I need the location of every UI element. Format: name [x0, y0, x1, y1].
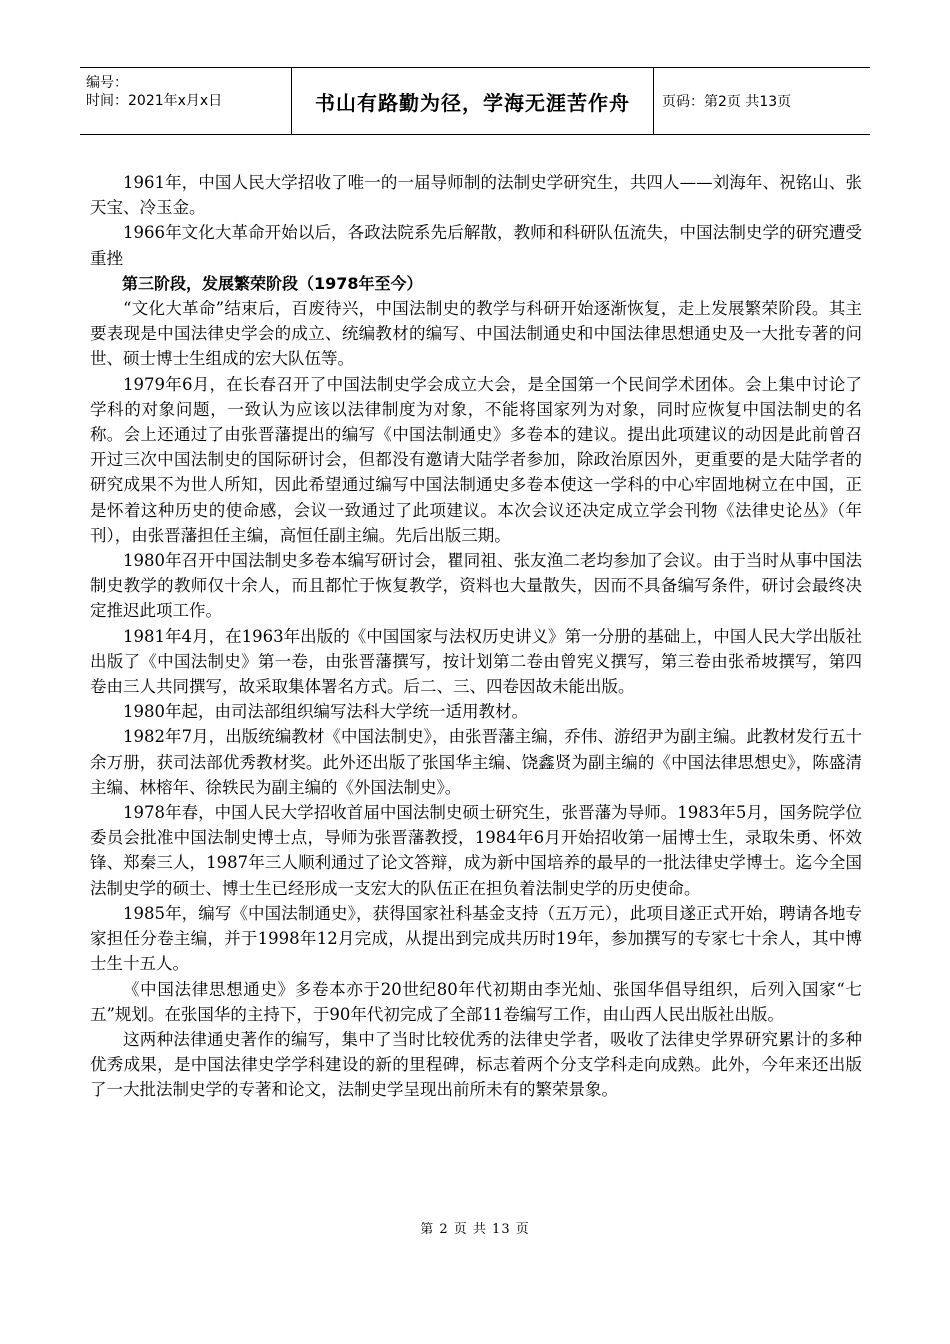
- paragraph: 1981年4月，在1963年出版的《中国国家与法权历史讲义》第一分册的基础上，中国人民大学出版社出版了《中国法制史》第一卷，由张晋藩撰写，按计划第二卷由曾宪义撰写，第三卷由张希坡撰写，第四卷由三人共同撰写，故采取集体署名方式。后二、三、四卷因故未能出版。: [90, 626, 862, 697]
- paragraph: “文化大革命”结束后，百废待兴，中国法制史的教学与科研开始逐渐恢复，走上发展繁荣阶段。其主要表现是中国法律史学会的成立、统编教材的编写、中国法制通史和中国法律思想通史及一大批专著的问世、硕士博士生组成的宏大队伍等。: [90, 299, 862, 369]
- paragraph: 1961年，中国人民大学招收了唯一的一届导师制的法制史学研究生，共四人——刘海年、祝铭山、张天宝、冷玉金。: [90, 173, 862, 218]
- paragraph: 1979年6月，在长春召开了中国法制史学会成立大会，是全国第一个民间学术团体。会上集中讨论了学科的对象问题，一致认为应该以法律制度为对象，不能将国家列为对象，同时应恢复中国法制史的名称。会上还通过了由张晋藩提出的编写《中国法制通史》多卷本的建议。提出此项建议的动因是此前曾召开过三次中国法制史的国际研讨会，但都没有邀请大陆学者参加，除政治原因外，更重要的是大陆学者的研究成果不为世人所知，因此希望通过编写中国法制通史多卷本使这一学科的中心牢固地树立在中国，正是怀着这种历史的使命感，会议一致通过了此项建议。本次会议还决定成立学会刊物《法律史论丛》（年刊），由张晋藩担任主编，高恒任副主编。先后出版三期。: [90, 374, 862, 545]
- paragraph: 1985年，编写《中国法制通史》，获得国家社科基金支持（五万元），此项目遂正式开始，聘请各地专家担任分卷主编，并于1998年12月完成，从提出到完成共历时19年，参加撰写的专家七十余人，其中博士生十五人。: [90, 903, 862, 974]
- time-label: 时间：2021年x月x日: [86, 93, 223, 109]
- paragraph: 《中国法律思想通史》多卷本亦于20世纪80年代初期由李光灿、张国华倡导组织，后列入国家“七五”规划。在张国华的主持下，于90年代初完成了全部11卷编写工作，由山西人民出版社出版。: [90, 979, 862, 1024]
- header-motto: 书山有路勤为径，学海无涯苦作舟: [292, 68, 654, 134]
- paragraph: 1966年文化大革命开始以后，各政法院系先后解散，教师和科研队伍流失，中国法制史学的研究遭受重挫: [90, 223, 862, 268]
- paragraph: 1978年春，中国人民大学招收首届中国法制史硕士研究生，张晋藩为导师。1983年5月，国务院学位委员会批准中国法制史博士点，导师为张晋藩教授，1984年6月开始招收第一届博士生，录取朱勇、怀效锋、郑秦三人，1987年三人顺利通过了论文答辩，成为新中国培养的最早的一批法律史学博士。迄今全国法制史学的硕士、博士生已经形成一支宏大的队伍正在担负着法制史学的历史使命。: [90, 803, 862, 898]
- page-footer: 第 2 页 共 13 页: [420, 1222, 530, 1237]
- header-meta: [80, 68, 292, 134]
- paragraph: 这两种法律通史著作的编写，集中了当时比较优秀的法律史学者，吸收了法律史学界研究累计的多种优秀成果，是中国法律史学学科建设的新的里程碑，标志着两个分支学科走向成熟。此外，今年来还出版了一大批法制史学的专著和论文，法制史学呈现出前所未有的繁荣景象。: [90, 1029, 862, 1100]
- header-page-info: 页码：第2页 共13页: [662, 94, 792, 110]
- paragraph: 1980年起，由司法部组织编写法科大学统一适用教材。: [123, 702, 528, 722]
- paragraph: 1980年召开中国法制史多卷本编写研讨会，瞿同祖、张友渔二老均参加了会议。由于当时从事中国法制史教学的教师仅十余人，而且都忙于恢复教学，资料也大量散失，因而不具备编写条件，研讨会最终决定推迟此项工作。: [90, 551, 862, 621]
- page-header: [80, 67, 870, 135]
- section-heading: 第三阶段，发展繁荣阶段（1978年至今）: [122, 273, 423, 293]
- paragraph: 1982年7月，出版统编教材《中国法制史》，由张晋藩主编，乔伟、游绍尹为副主编。此教材发行五十余万册，获司法部优秀教材奖。此外还出版了张国华主编、饶鑫贤为副主编的《中国法律思想史》，陈盛清主编、林榕年、徐轶民为副主编的《外国法制史》。: [90, 727, 862, 797]
- document-body: [90, 170, 862, 1103]
- number-label: 编号：: [86, 75, 128, 91]
